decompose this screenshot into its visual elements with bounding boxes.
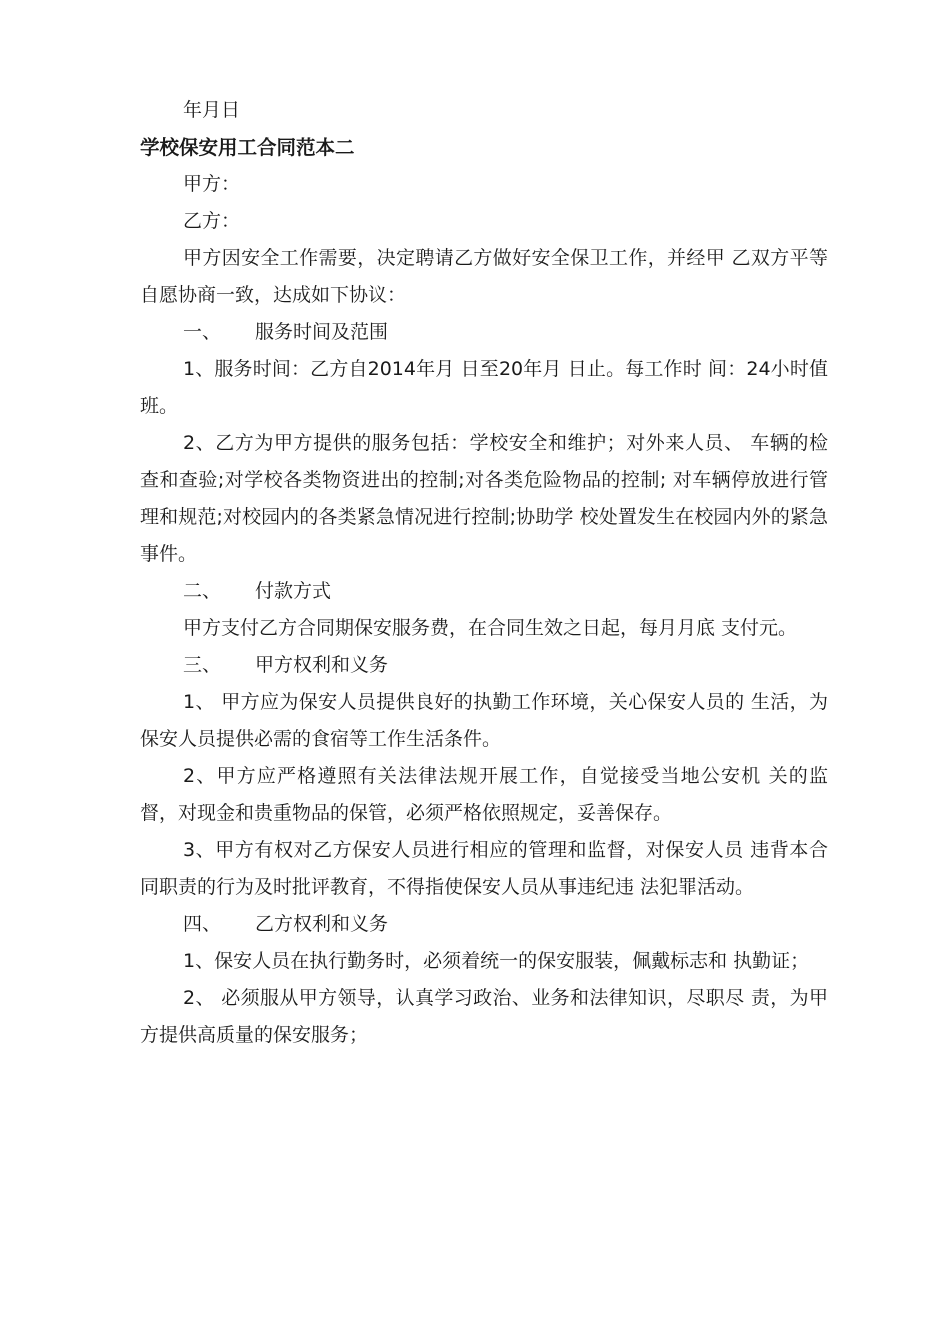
section-number: 一、 — [183, 321, 222, 343]
party-a-line: 甲方： — [183, 173, 241, 195]
clause-paragraph: 2、 必须服从甲方领导，认真学习政治、业务和法律知识，尽职尽 责，为甲方提供高质量的保安服务； — [140, 987, 828, 1046]
section-heading-party-b-rights — [140, 906, 828, 943]
section-heading-payment — [140, 573, 828, 610]
section-number: 四、 — [183, 913, 222, 935]
clause-paragraph: 1、服务时间：乙方自2014年月 日至20年月 日止。每工作时 间：24小时值班。 — [140, 358, 828, 417]
clause-paragraph: 2、甲方应严格遵照有关法律法规开展工作，自觉接受当地公安机 关的监督，对现金和贵重物品的保管，必须严格依照规定，妥善保存。 — [140, 765, 828, 824]
intro-paragraph: 甲方因安全工作需要，决定聘请乙方做好安全保卫工作，并经甲 乙双方平等自愿协商一致，达成如下协议： — [140, 247, 828, 306]
section-title: 服务时间及范围 — [255, 321, 389, 343]
clause-paragraph: 甲方支付乙方合同期保安服务费，在合同生效之日起，每月月底 支付元。 — [183, 617, 798, 639]
section-heading-service-scope — [140, 314, 828, 351]
date-line: 年月日 — [183, 99, 241, 121]
section-number: 二、 — [183, 580, 222, 602]
clause-paragraph: 2、乙方为甲方提供的服务包括：学校安全和维护；对外来人员、 车辆的检查和查验;对学校各类物资进出的控制;对各类危险物品的控制; 对车辆停放进行管理和规范;对校园内的各类紧急情况进行控制;协助学 校处置发生在校园内外的紧急事件。 — [140, 432, 828, 565]
clause-paragraph: 1、 甲方应为保安人员提供良好的执勤工作环境，关心保安人员的 生活，为保安人员提供必需的食宿等工作生活条件。 — [140, 691, 828, 750]
section-title: 乙方权利和义务 — [255, 913, 389, 935]
clause-paragraph: 3、甲方有权对乙方保安人员进行相应的管理和监督，对保安人员 违背本合同职责的行为及时批评教育，不得指使保安人员从事违纪违 法犯罪活动。 — [140, 839, 828, 898]
section-number: 三、 — [183, 654, 222, 676]
document-title: 学校保安用工合同范本二 — [140, 136, 355, 159]
section-title: 甲方权利和义务 — [255, 654, 389, 676]
section-heading-party-a-rights — [140, 647, 828, 684]
party-b-line: 乙方： — [183, 210, 241, 232]
section-title: 付款方式 — [255, 580, 332, 602]
document-body — [140, 92, 828, 1054]
clause-paragraph: 1、保安人员在执行勤务时，必须着统一的保安服装，佩戴标志和 执勤证； — [183, 950, 810, 972]
